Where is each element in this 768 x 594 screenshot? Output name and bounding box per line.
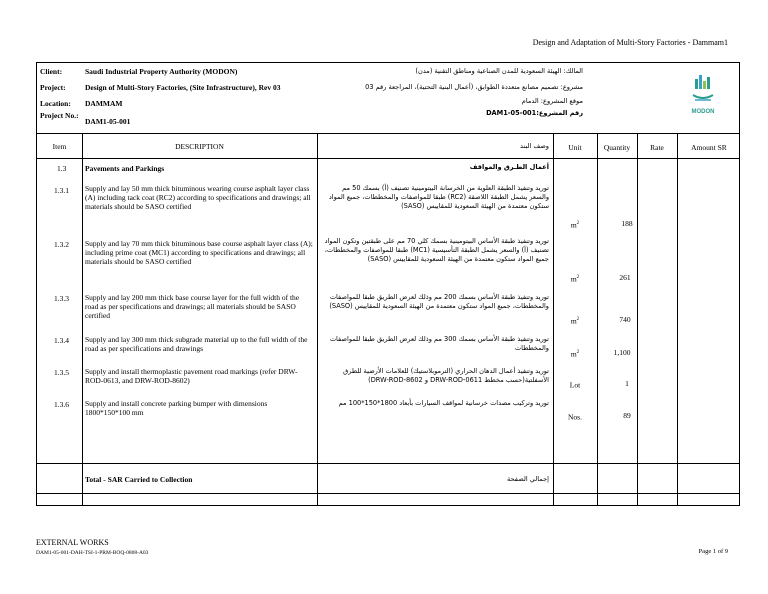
- section-title: Pavements and Parkings: [85, 164, 165, 173]
- total-divider: [37, 493, 739, 494]
- row-description-ar: توريد وتنفيذ طبقة الأساس البيتومينية بسمك كلي 70 مم على طبقتين وتكون المواد تصنيف (أ) والسعر يشمل الطبقة التأسيسية (MC1) طبقا للمواصفات والمخططات، جميع المواد ستكون معتمدة من الهيئة السعودية للمقاييس (SASO): [324, 237, 549, 263]
- col-header-item: Item: [52, 142, 67, 151]
- modon-logo: [685, 71, 721, 121]
- row-item-number: 1.3.5: [54, 368, 69, 377]
- row-quantity: 188: [621, 219, 633, 228]
- section-title-ar: أعمال الطـرق والمواقف: [469, 163, 549, 171]
- row-description-ar: توريد وتنفيذ أعمال الدهان الحراري (الترموبلاستيك) للعلامات الأرضية للطرق الأسفلتية(حسب مخطط DRW-ROD-0611 و DRW-ROD-8602): [343, 367, 549, 384]
- col-header-rate: Rate: [650, 143, 664, 152]
- row-description: Supply and lay 70 mm thick bituminous base course asphalt layer class (A); including prime coat (MC1) according to specifications and drawings; all materials should be SASO certified: [85, 239, 313, 266]
- client-label: Client:: [40, 67, 63, 76]
- footer-title: EXTERNAL WORKS: [36, 538, 109, 547]
- row-description: Supply and lay 50 mm thick bituminous wearing course asphalt layer class (A) including tack coat (RC2) according to specifications and drawings; all materials should be SASO certified: [85, 184, 311, 211]
- row-description-ar: توريد وتركيب مصدات خرسانية لمواقف السيارات بأبعاد 1800*150*100 مم: [338, 399, 549, 407]
- total-label: Total - SAR Carried to Collection: [85, 475, 193, 484]
- col-header-description: DESCRIPTION: [175, 142, 224, 151]
- row-description: Supply and lay 300 mm thick subgrade material up to the full width of the road as per specifications and drawings: [85, 335, 308, 353]
- row-item-number: 1.3.3: [54, 294, 69, 303]
- location-label: Location:: [40, 99, 71, 108]
- modon-logo-text: MODON: [691, 109, 715, 115]
- col-header-unit: Unit: [568, 143, 582, 152]
- body-bottom-divider: [37, 463, 739, 464]
- row-unit: $m^2$: [570, 274, 580, 284]
- client-value: Saudi Industrial Property Authority (MODON): [85, 67, 238, 76]
- project-no-value: DAM1-05-001: [85, 117, 131, 126]
- project-label: Project:: [40, 83, 66, 92]
- row-quantity: 1: [625, 379, 629, 388]
- row-description-ar: توريد وتنفيذ طبقة الأساس بسمك 300 مم وذلك لعرض الطريق طبقا للمواصفات والمخططات: [329, 335, 549, 352]
- location-value: DAMMAM: [85, 99, 123, 108]
- project-no-arabic: رقم المشروع:DAM1-05-001: [486, 109, 583, 117]
- total-label-ar: إجمالي الصفحة: [506, 475, 549, 483]
- project-no-label: Project No.:: [40, 111, 79, 120]
- footer-document-code: DAM1-05-001-DAH-TSI-1-PRM-BOQ-0808-A03: [36, 550, 149, 556]
- row-description-ar: توريد وتنفيذ الطبقة العلوية من الخرسانة البيتومينية تصنيف (أ) بسمك 50 مم والسعر يشمل الطبقة اللاصقة (RC2) طبقا للمواصفات والمخططات، جميع المواد ستكون معتمدة من الهيئة السعودية للمقاييس (SASO): [328, 184, 549, 210]
- col-rule-rate: [677, 133, 678, 505]
- column-header-divider: [37, 158, 739, 159]
- boq-sheet: [36, 62, 740, 506]
- row-unit: $m^2$: [570, 349, 580, 359]
- section-number: 1.3: [57, 164, 67, 173]
- row-unit: Lot: [569, 380, 581, 390]
- row-item-number: 1.3.4: [54, 336, 69, 345]
- info-divider: [37, 133, 739, 134]
- col-rule-quantity: [637, 133, 638, 505]
- row-description: Supply and install concrete parking bumper with dimensions 1800*150*100 mm: [85, 399, 268, 417]
- location-arabic: موقع المشروع: الدمام: [521, 97, 583, 105]
- row-description-ar: توريد وتنفيذ طبقة الأساس بسمك 200 مم وذلك لعرض الطريق طبقا للمواصفات والمخططات، جميع المواد ستكون معتمدة من الهيئة السعودية للمقاييس (SASO): [329, 293, 549, 310]
- document-header-title: Design and Adaptation of Multi-Story Factories - Dammam1: [532, 38, 728, 47]
- row-quantity: 1,100: [613, 348, 631, 357]
- row-quantity: 89: [623, 411, 631, 420]
- client-arabic: المالك: الهيئة السعودية للمدن الصناعية ومناطق التقنية (مدن): [415, 67, 583, 75]
- row-item-number: 1.3.1: [54, 186, 69, 195]
- row-unit: $m^2$: [570, 220, 580, 230]
- col-rule-description: [317, 133, 318, 505]
- row-item-number: 1.3.2: [54, 240, 69, 249]
- col-header-quantity: Quantity: [603, 143, 631, 152]
- col-header-description-ar: وصف البند: [520, 142, 549, 150]
- modon-logo-mark: [685, 71, 721, 121]
- row-description: Supply and lay 200 mm thick base course layer for the full width of the road as per specifications and drawings; all materials should be SASO certified: [85, 293, 300, 320]
- row-unit: $m^2$: [570, 316, 580, 326]
- col-header-amount: Amount SR: [691, 143, 727, 152]
- col-rule-item: [82, 133, 83, 505]
- row-description: Supply and install thermoplastic pavement road markings (refer DRW-ROD-0613, and DRW-ROD-8602): [85, 367, 298, 385]
- col-rule-unit: [597, 133, 598, 505]
- footer-page-number: Page 1 of 9: [698, 548, 728, 555]
- row-quantity: 261: [619, 273, 631, 282]
- row-quantity: 740: [619, 315, 631, 324]
- row-unit: Nos.: [568, 412, 582, 422]
- project-value: Design of Multi-Story Factories, (Site Infrastructure), Rev 03: [85, 83, 281, 92]
- row-item-number: 1.3.6: [54, 400, 69, 409]
- project-arabic: مشروع: تصميم مصانع متعددة الطوابق، (أعمال البنية التحتية)، المراجعة رقم 03: [365, 83, 583, 91]
